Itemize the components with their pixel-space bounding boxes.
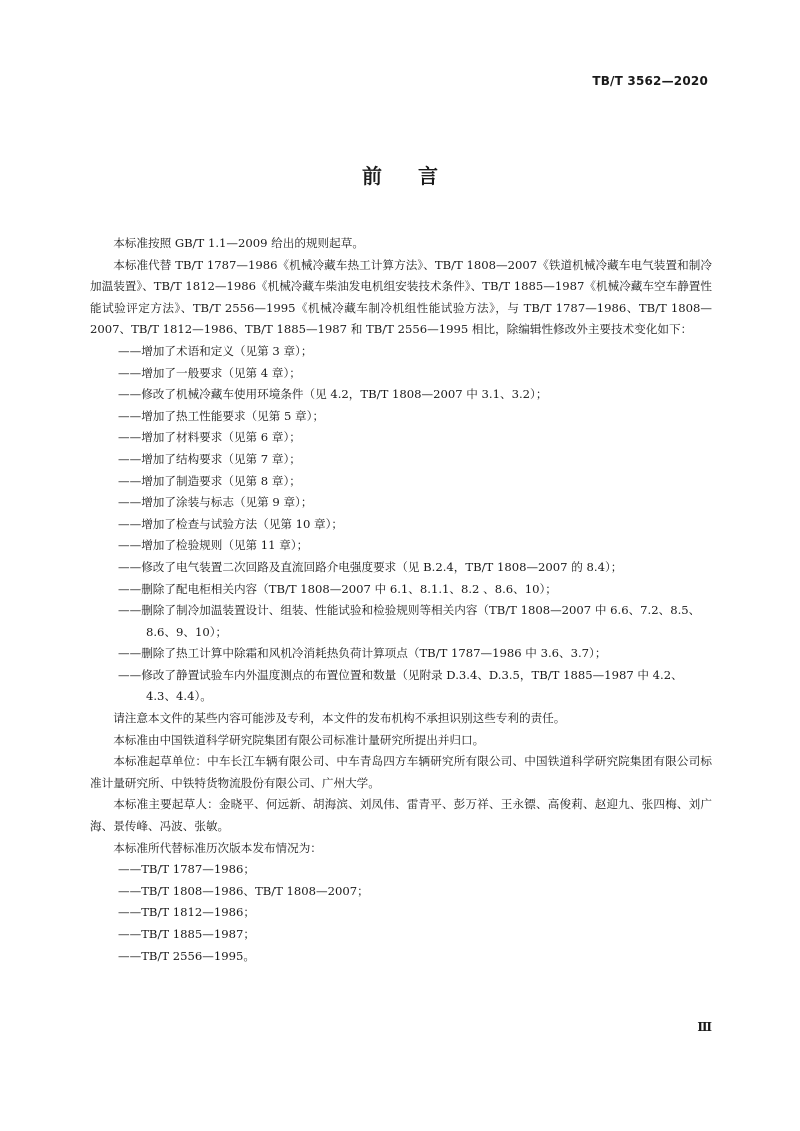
list-item: ——增加了热工性能要求（见第 5 章）； bbox=[118, 408, 325, 423]
changes-list bbox=[90, 341, 712, 708]
foreword-body bbox=[90, 233, 712, 967]
list-item: ——增加了制造要求（见第 8 章）； bbox=[118, 473, 301, 488]
list-item: ——TB/T 1812—1986； bbox=[118, 905, 255, 920]
title-char-2: 言 bbox=[418, 164, 438, 188]
list-item: ——增加了一般要求（见第 4 章）； bbox=[118, 365, 301, 380]
replacement-paragraph: 本标准代替 TB/T 1787—1986《机械冷藏车热工计算方法》、TB/T 1808—2007《铁道机械冷藏车电气装置和制冷加温装置》、TB/T 1812—1986《机械冷藏车柴油发电机组安装技术条件》、TB/T 1885—1987《机械冷藏车空车静置性能试验评定方法》、TB/T 2556—1995《机械冷藏车制冷机组性能试验方法》，与 TB/T 1787—1986、TB/T 1808—2007、TB/T 1812—1986、TB/T 1885—1987 和 TB/T 2556—1995 相比，除编辑性修改外主要技术变化如下： bbox=[90, 257, 712, 337]
list-item: ——删除了热工计算中除霜和风机冷消耗热负荷计算项点（TB/T 1787—1986 中 3.6、3.7）； bbox=[118, 646, 607, 661]
title-char-1: 前 bbox=[362, 164, 382, 188]
patent-notice: 请注意本文件的某些内容可能涉及专利，本文件的发布机构不承担识别这些专利的责任。 bbox=[113, 711, 566, 726]
list-item: ——增加了结构要求（见第 7 章）； bbox=[118, 451, 301, 466]
list-item: ——TB/T 1787—1986； bbox=[118, 862, 255, 877]
standard-number: TB/T 3562—2020 bbox=[592, 74, 708, 88]
drafting-units-paragraph: 本标准起草单位：中车长江车辆有限公司、中车青岛四方车辆研究所有限公司、中国铁道科学研究院集团有限公司标准计量研究所、中铁特货物流股份有限公司、广州大学。 bbox=[90, 754, 712, 790]
list-item: ——增加了检查与试验方法（见第 10 章）； bbox=[118, 516, 344, 531]
drafting-rule-paragraph: 本标准按照 GB/T 1.1—2009 给出的规则起草。 bbox=[113, 236, 364, 250]
list-item: ——增加了检验规则（见第 11 章）； bbox=[118, 538, 309, 553]
history-intro: 本标准所代替标准历次版本发布情况为： bbox=[113, 840, 322, 855]
list-item: ——修改了静置试验车内外温度测点的布置位置和数量（见附录 D.3.4、D.3.5，TB/T 1885—1987 中 4.2、4.3、4.4）。 bbox=[118, 667, 683, 704]
proposer-paragraph: 本标准由中国铁道科学研究院集团有限公司标准计量研究所提出并归口。 bbox=[113, 732, 485, 747]
page-number: Ⅲ bbox=[697, 1020, 712, 1034]
list-item: ——删除了制冷加温装置设计、组装、性能试验和检验规则等相关内容（TB/T 1808—2007 中 6.6、7.2、8.5、8.6、9、10）； bbox=[118, 603, 701, 639]
list-item: ——删除了配电柜相关内容（TB/T 1808—2007 中 6.1、8.1.1、8.2 、8.6、10）； bbox=[118, 581, 557, 596]
list-item: ——增加了材料要求（见第 6 章）； bbox=[118, 430, 301, 445]
list-item: ——增加了术语和定义（见第 3 章）； bbox=[118, 343, 313, 358]
list-item: ——修改了机械冷藏车使用环境条件（见 4.2，TB/T 1808—2007 中 3.1、3.2）； bbox=[118, 387, 548, 402]
history-list bbox=[90, 859, 712, 967]
list-item: ——增加了涂装与标志（见第 9 章）； bbox=[118, 495, 313, 510]
list-item: ——TB/T 1885—1987； bbox=[118, 927, 255, 941]
list-item: ——TB/T 1808—1986、TB/T 1808—2007； bbox=[118, 883, 369, 898]
list-item: ——修改了电气装置二次回路及直流回路介电强度要求（见 B.2.4，TB/T 1808—2007 的 8.4）； bbox=[118, 559, 623, 574]
page-title bbox=[0, 160, 800, 189]
drafters-paragraph: 本标准主要起草人：金晓平、何远新、胡海滨、刘凤伟、雷青平、彭万祥、王永镖、高俊莉、赵迎九、张四梅、刘广海、景传峰、冯波、张敏。 bbox=[90, 797, 712, 834]
list-item: ——TB/T 2556—1995。 bbox=[118, 948, 255, 963]
